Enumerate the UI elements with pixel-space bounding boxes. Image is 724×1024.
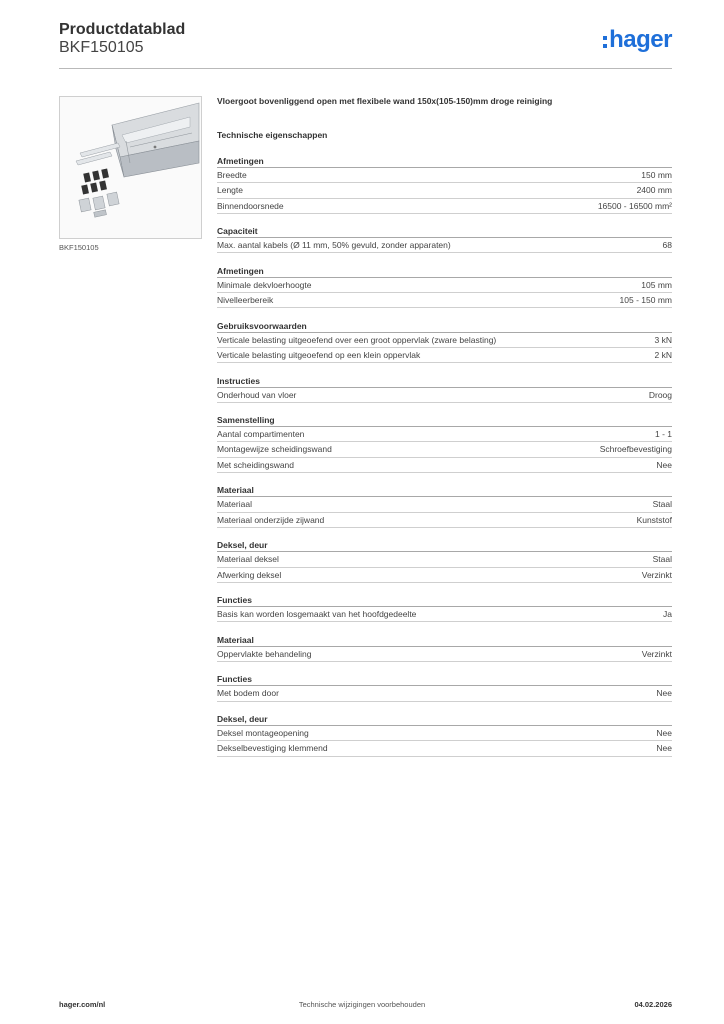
spec-row [217,199,672,214]
spec-section [217,221,672,253]
spec-section [217,151,672,214]
spec-label: Dekselbevestiging klemmend [217,743,328,754]
spec-section [217,590,672,622]
spec-label: Afwerking deksel [217,569,282,580]
spec-section [217,410,672,473]
spec-value: Nee [656,688,672,699]
spec-label: Materiaal onderzijde zijwand [217,514,325,525]
hager-logo [603,28,672,52]
spec-value: 3 kN [654,334,672,345]
spec-row [217,726,672,741]
spec-value: 105 mm [641,279,672,290]
spec-label: Minimale dekvloerhoogte [217,279,312,290]
spec-label: Aantal compartimenten [217,429,305,440]
spec-section [217,709,672,757]
spec-value: 1 - 1 [654,429,672,440]
spec-label: Binnendoorsnede [217,200,284,211]
spec-label: Deksel montageopening [217,727,309,738]
spec-value: Nee [656,727,672,738]
spec-label: Onderhoud van vloer [217,389,297,400]
footer-date: 04.02.2026 [634,1000,672,1009]
spec-sections [217,151,672,757]
spec-label: Verticale belasting uitgeoefend op een klein oppervlak [217,349,421,360]
footer-website: hager.com/nl [59,1000,106,1009]
section-title: Samenstelling [217,410,672,427]
spec-row [217,168,672,183]
spec-label: Met scheidingswand [217,459,295,470]
spec-value: Verzinkt [641,569,672,580]
section-title: Functies [217,669,672,686]
section-title: Afmetingen [217,261,672,278]
spec-value: Droog [648,389,672,400]
spec-label: Verticale belasting uitgeoefend over een groot oppervlak (zware belasting) [217,334,497,345]
spec-value: 68 [662,240,672,251]
spec-label: Basis kan worden losgemaakt van het hoofdgedeelte [217,609,417,620]
spec-section [217,630,672,662]
spec-row [217,458,672,473]
spec-label: Met bodem door [217,688,279,699]
spec-label: Breedte [217,170,247,180]
spec-label: Lengte [217,185,243,196]
spec-value: Schroefbevestiging [599,444,672,455]
spec-label: Montagewijze scheidingswand [217,444,332,455]
spec-row [217,388,672,403]
spec-section [217,480,672,528]
spec-row [217,647,672,662]
section-title: Gebruiksvoorwaarden [217,316,672,333]
section-title: Materiaal [217,480,672,497]
spec-row [217,552,672,567]
section-title: Afmetingen [217,151,672,168]
section-title: Deksel, deur [217,535,672,552]
spec-row [217,497,672,512]
spec-value: 105 - 150 mm [619,295,672,306]
product-code: BKF150105 [59,39,144,56]
logo-text: hager [609,26,672,53]
spec-row [217,183,672,198]
spec-row [217,741,672,756]
spec-row [217,513,672,528]
spec-row [217,607,672,622]
spec-section [217,669,672,701]
spec-value: 16500 - 16500 mm² [597,200,672,211]
spec-value: Verzinkt [641,648,672,659]
spec-row [217,333,672,348]
spec-section [217,261,672,309]
spec-row [217,238,672,253]
spec-label: Max. aantal kabels (Ø 11 mm, 50% gevuld, zonder apparaten) [217,240,451,251]
spec-section [217,316,672,364]
section-title: Functies [217,590,672,607]
section-title: Materiaal [217,630,672,647]
spec-row [217,568,672,583]
tech-properties-heading: Technische eigenschappen [217,130,328,140]
footer-notice: Technische wijzigingen voorbehouden [298,1000,426,1009]
spec-content [217,96,672,757]
section-title: Deksel, deur [217,709,672,726]
spec-label: Materiaal deksel [217,554,279,565]
spec-value: Nee [656,459,672,470]
spec-label: Materiaal [217,499,252,510]
spec-row [217,278,672,293]
spec-row [217,442,672,457]
document-title: Productdatablad [59,21,186,38]
spec-value: Kunststof [636,514,672,525]
spec-row [217,293,672,308]
product-description: Vloergoot bovenliggend open met flexibele wand 150x(105-150)mm droge reiniging [217,96,553,106]
spec-value: Ja [663,609,672,620]
spec-section [217,371,672,403]
spec-value: 2 kN [654,349,672,360]
spec-row [217,348,672,363]
header-divider [59,68,672,69]
product-image [59,96,202,239]
section-title: Instructies [217,371,672,388]
spec-value: 2400 mm [636,185,672,196]
spec-value: Staal [652,554,672,565]
section-title: Capaciteit [217,221,672,238]
spec-value: Nee [656,743,672,754]
spec-row [217,686,672,701]
spec-section [217,535,672,583]
spec-label: Oppervlakte behandeling [217,648,312,659]
logo-colon-icon [603,36,607,48]
image-caption: BKF150105 [59,243,99,252]
spec-value: Staal [652,499,672,510]
spec-value: 150 mm [641,170,672,180]
spec-row [217,427,672,442]
spec-label: Nivelleerbereik [217,295,274,306]
